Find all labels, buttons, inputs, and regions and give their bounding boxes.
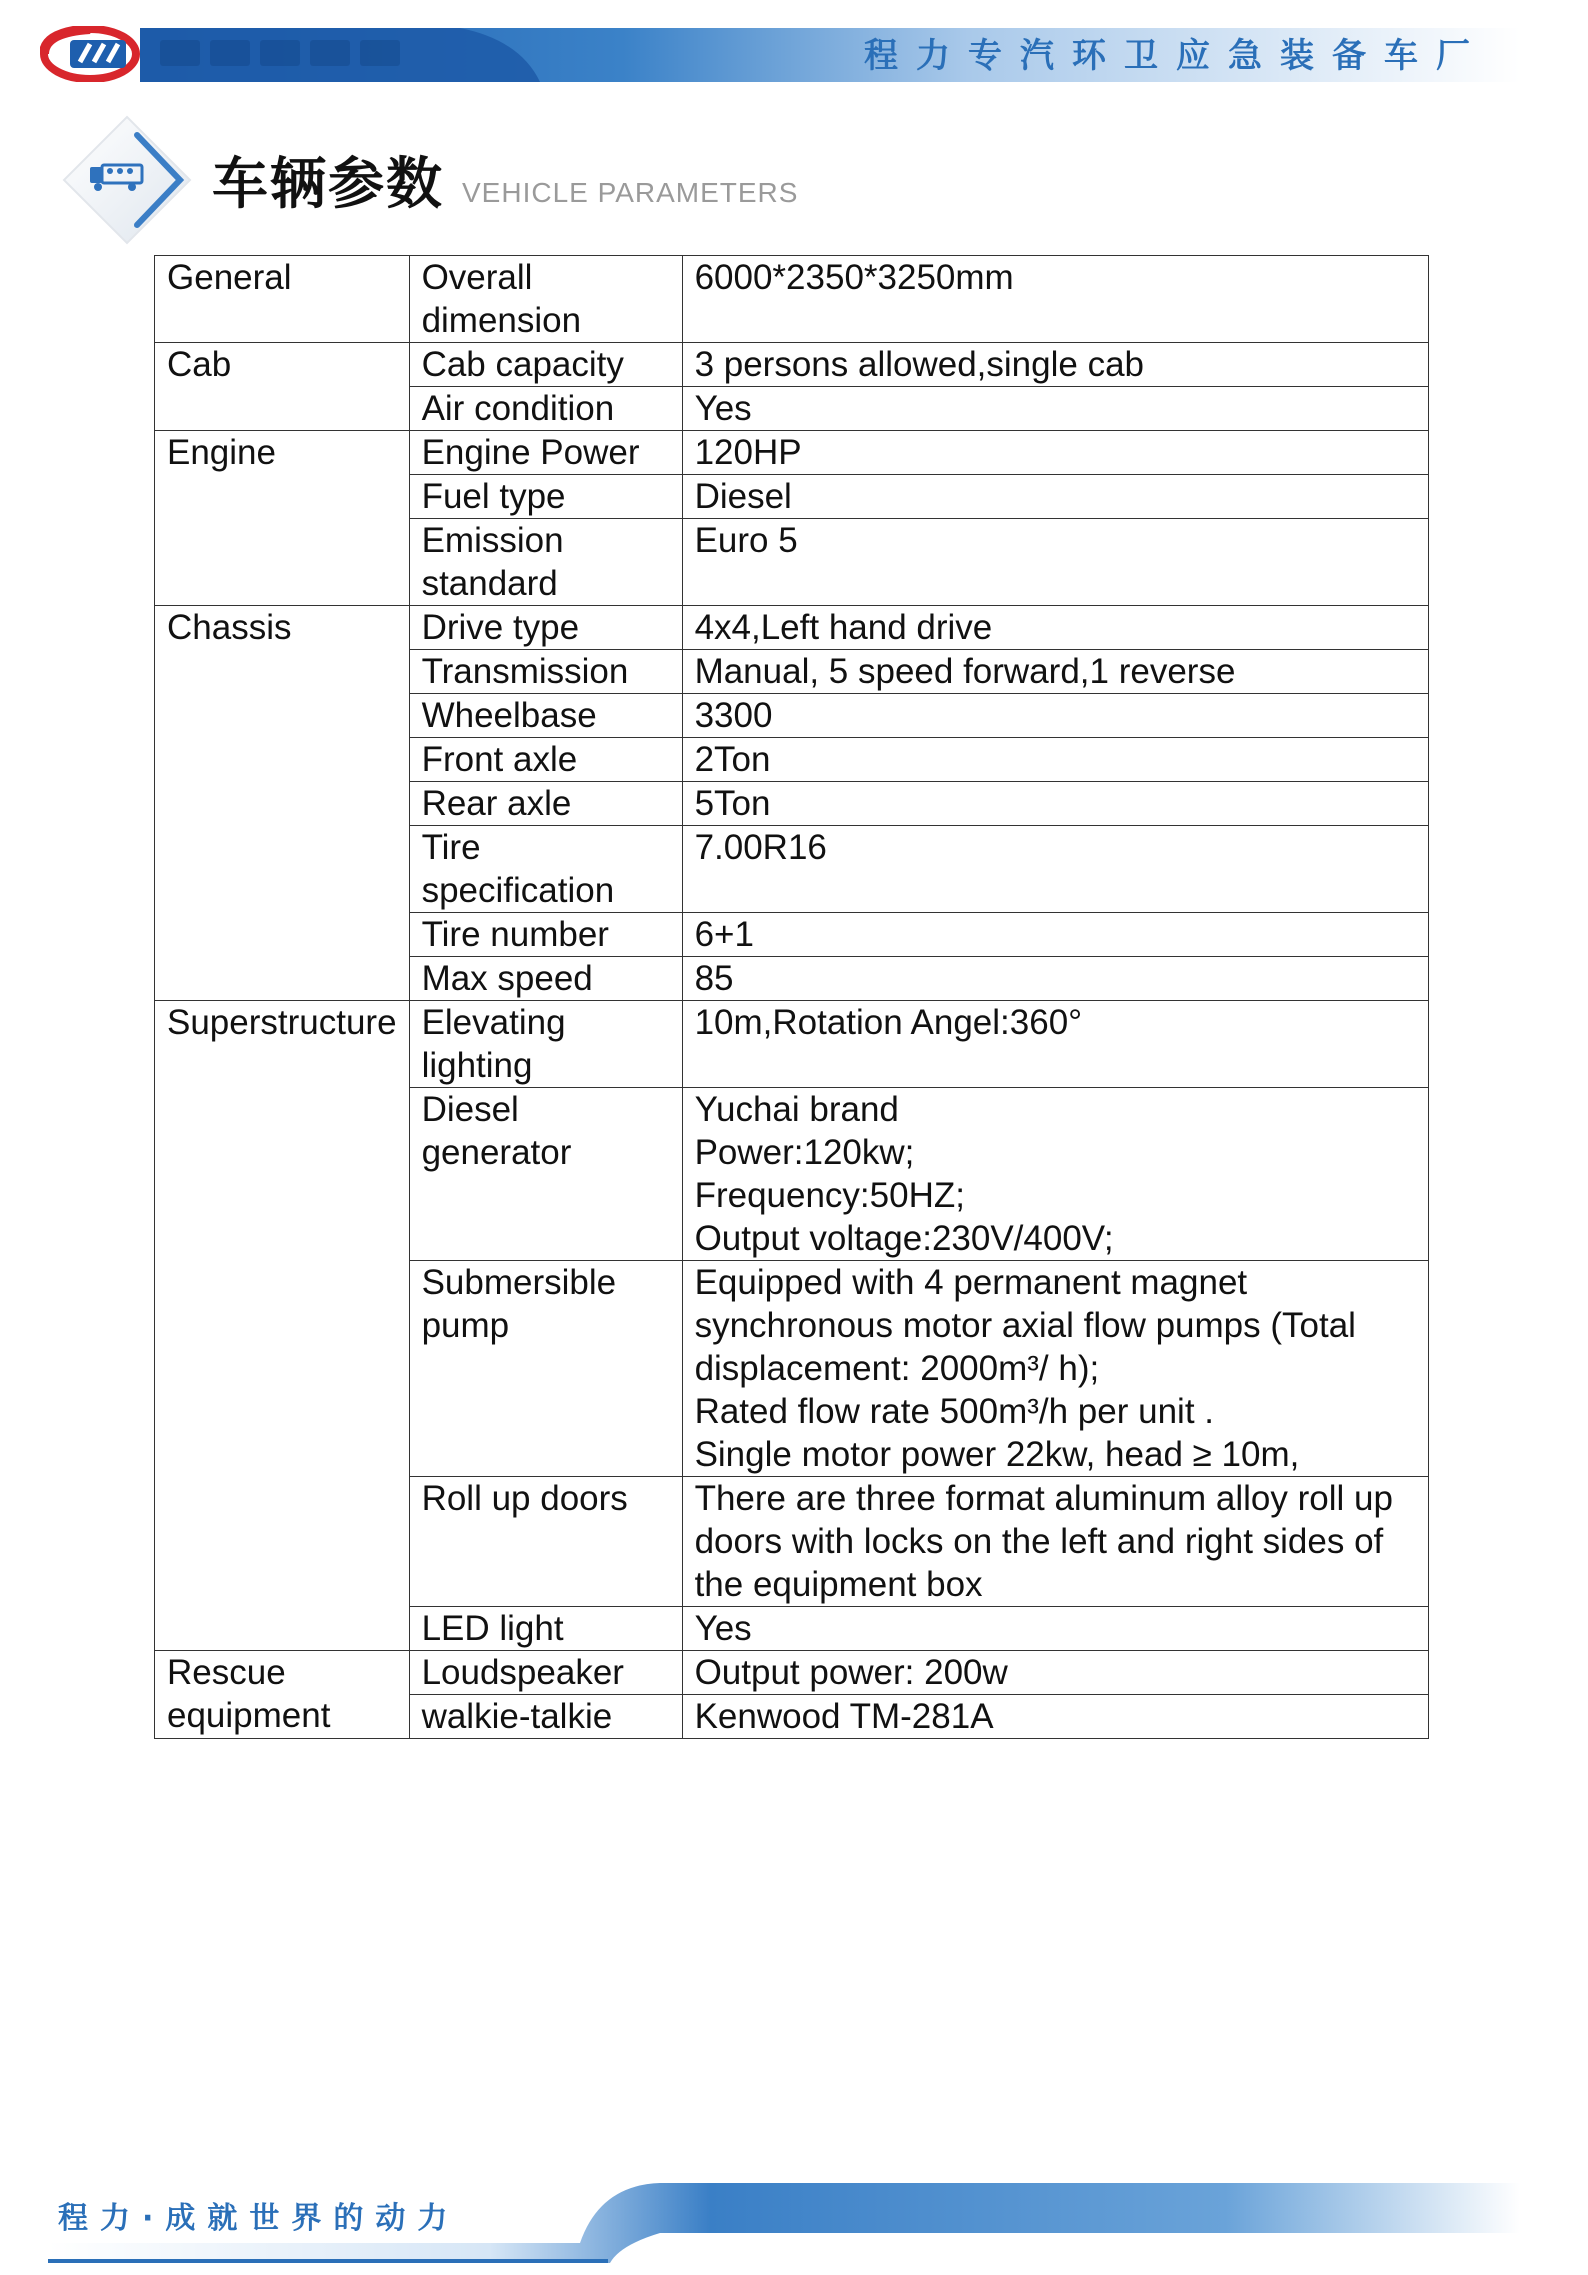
company-logo — [40, 26, 140, 82]
value-line: 120HP — [694, 433, 802, 472]
value-cell — [682, 1651, 1428, 1695]
value-line: Frequency:50HZ; — [694, 1176, 965, 1215]
value-line: 10m,Rotation Angel:360° — [694, 1003, 1083, 1042]
item-cell: Elevating lighting — [409, 1001, 682, 1088]
category-cell: General — [155, 256, 410, 343]
value-cell — [682, 694, 1428, 738]
value-line: There are three format aluminum alloy roll up doors with locks on the left and right sides of the equipment box — [694, 1479, 1393, 1604]
item-cell: Diesel generator — [409, 1088, 682, 1261]
value-cell — [682, 519, 1428, 606]
item-cell: Wheelbase — [409, 694, 682, 738]
value-line: 6000*2350*3250mm — [694, 258, 1014, 297]
item-cell: Overall dimension — [409, 256, 682, 343]
value-line: Yes — [694, 389, 752, 428]
value-cell — [682, 475, 1428, 519]
item-cell: Drive type — [409, 606, 682, 650]
value-line: Output voltage:230V/400V; — [694, 1219, 1114, 1258]
item-cell: Max speed — [409, 957, 682, 1001]
item-cell: Loudspeaker — [409, 1651, 682, 1695]
category-cell: Superstructure — [155, 1001, 410, 1651]
value-cell — [682, 606, 1428, 650]
value-line: 7.00R16 — [694, 828, 827, 867]
value-line: Yuchai brand — [694, 1090, 899, 1129]
value-line: 3300 — [694, 696, 773, 735]
value-cell — [682, 913, 1428, 957]
value-cell — [682, 1261, 1428, 1477]
category-cell: Cab — [155, 343, 410, 431]
page-header — [0, 0, 1588, 100]
truck-icon — [62, 115, 192, 245]
item-cell: Air condition — [409, 387, 682, 431]
value-cell — [682, 738, 1428, 782]
item-cell: LED light — [409, 1607, 682, 1651]
item-cell: Front axle — [409, 738, 682, 782]
value-cell — [682, 826, 1428, 913]
value-line: Yes — [694, 1609, 752, 1648]
value-cell — [682, 1088, 1428, 1261]
page-footer — [0, 2175, 1588, 2275]
item-cell: Tire number — [409, 913, 682, 957]
value-line: 5Ton — [694, 784, 771, 823]
table-row — [155, 256, 1429, 343]
value-line: 6+1 — [694, 915, 754, 954]
item-cell: Tire specification — [409, 826, 682, 913]
value-line: Rated flow rate 500m³/h per unit . — [694, 1392, 1214, 1431]
item-cell: Engine Power — [409, 431, 682, 475]
value-line: 4x4,Left hand drive — [694, 608, 993, 647]
item-cell: Emission standard — [409, 519, 682, 606]
category-cell: Rescue equipment — [155, 1651, 410, 1739]
item-cell: Submersible pump — [409, 1261, 682, 1477]
value-cell — [682, 387, 1428, 431]
value-line: Output power: 200w — [694, 1653, 1008, 1692]
item-cell: Cab capacity — [409, 343, 682, 387]
value-cell — [682, 650, 1428, 694]
item-cell: Rear axle — [409, 782, 682, 826]
item-cell: Transmission — [409, 650, 682, 694]
value-cell — [682, 1001, 1428, 1088]
table-row — [155, 431, 1429, 475]
value-cell — [682, 1695, 1428, 1739]
table-row — [155, 1001, 1429, 1088]
value-line: 2Ton — [694, 740, 771, 779]
table-row — [155, 606, 1429, 650]
value-line: Manual, 5 speed forward,1 reverse — [694, 652, 1236, 691]
value-line: 3 persons allowed,single cab — [694, 345, 1145, 384]
vehicle-parameters-table — [154, 255, 1429, 1739]
value-line: Euro 5 — [694, 521, 798, 560]
section-title: 车辆参数 — [212, 152, 444, 217]
value-cell — [682, 343, 1428, 387]
value-line: Kenwood TM-281A — [694, 1697, 994, 1736]
item-cell: Fuel type — [409, 475, 682, 519]
item-cell: walkie-talkie — [409, 1695, 682, 1739]
value-line: Power:120kw; — [694, 1133, 915, 1172]
item-cell: Roll up doors — [409, 1477, 682, 1607]
table-row — [155, 1651, 1429, 1695]
value-cell — [682, 782, 1428, 826]
value-cell — [682, 256, 1428, 343]
table-row — [155, 343, 1429, 387]
value-line: Diesel — [694, 477, 792, 516]
value-cell — [682, 957, 1428, 1001]
category-cell: Engine — [155, 431, 410, 606]
category-cell: Chassis — [155, 606, 410, 1001]
header-title: 程力专汽环卫应急装备车厂 — [864, 36, 1488, 76]
value-cell — [682, 1607, 1428, 1651]
footer-slogan: 程力·成就世界的动力 — [58, 2201, 460, 2236]
value-cell — [682, 1477, 1428, 1607]
value-cell — [682, 431, 1428, 475]
section-subtitle: VEHICLE PARAMETERS — [462, 177, 799, 208]
value-line: Equipped with 4 permanent magnet synchronous motor axial flow pumps (Total displacement: 2000m³/ h); — [694, 1263, 1356, 1388]
value-line: 85 — [694, 959, 734, 998]
value-line: Single motor power 22kw, head ≥ 10m, — [694, 1435, 1300, 1474]
